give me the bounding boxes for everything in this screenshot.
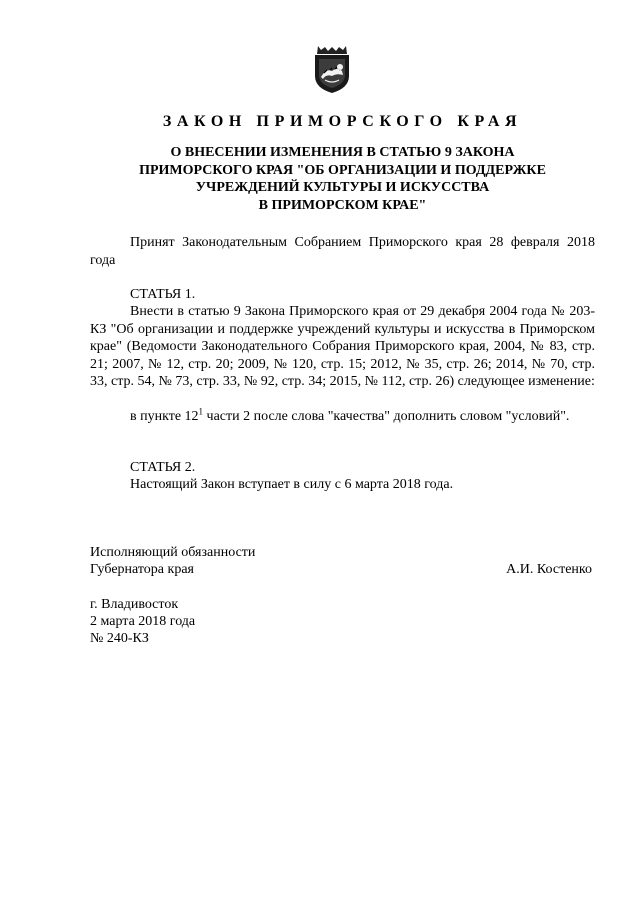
article-1-heading: СТАТЬЯ 1. [130, 287, 196, 302]
subtitle-line: В ПРИМОРСКОМ КРАЕ" [258, 197, 427, 213]
adoption-statement: Принят Законодательным Собранием Приморского края 28 февраля 2018 года [90, 235, 595, 268]
article-2-body: Настоящий Закон вступает в силу с 6 марта 2018 года. [130, 477, 454, 492]
subtitle-line: О ВНЕСЕНИИ ИЗМЕНЕНИЯ В СТАТЬЮ 9 ЗАКОНА [170, 145, 515, 160]
signatory-name: А.И. Костенко [506, 562, 592, 577]
amendment-superscript: 1 [198, 406, 204, 417]
subtitle-line: ПРИМОРСКОГО КРАЯ "ОБ ОРГАНИЗАЦИИ И ПОДДЕРЖКЕ [139, 162, 546, 178]
law-number: № 240-КЗ [90, 631, 149, 646]
article-1-body: Внести в статью 9 Закона Приморского края от 29 декабря 2004 года № 203-КЗ "Об организации и поддержке учреждений культуры и искусства в Приморском крае" (Ведомости Законодательного Собрания Приморского края, 2004, № 83, стр. 21; 2007, № 12, стр. 20; 2009, № 120, стр. 15; 2012, № 35, стр. 26; 2014, № 70, стр. 33, стр. 54, № 73, стр. 33, № 92, стр. 34; 2015, № 112, стр. 26) следующее изменение: [90, 304, 595, 389]
law-subtitle [90, 144, 595, 214]
amendment-text-after: части 2 после слова "качества" дополнить словом "условий". [203, 409, 570, 424]
law-title: ЗАКОН ПРИМОРСКОГО КРАЯ [162, 113, 523, 130]
coat-of-arms-emblem [311, 44, 353, 94]
subtitle-line: УЧРЕЖДЕНИЙ КУЛЬТУРЫ И ИСКУССТВА [195, 180, 490, 195]
signatory-role-line-1: Исполняющий обязанности [90, 545, 256, 560]
amendment-text-before: в пункте 12 [130, 409, 199, 424]
article-1-amendment [90, 408, 595, 426]
signing-place: г. Владивосток [90, 597, 179, 612]
signing-date: 2 марта 2018 года [90, 614, 196, 629]
signatory-role-line-2: Губернатора края [90, 562, 194, 577]
article-2-heading: СТАТЬЯ 2. [130, 460, 196, 475]
